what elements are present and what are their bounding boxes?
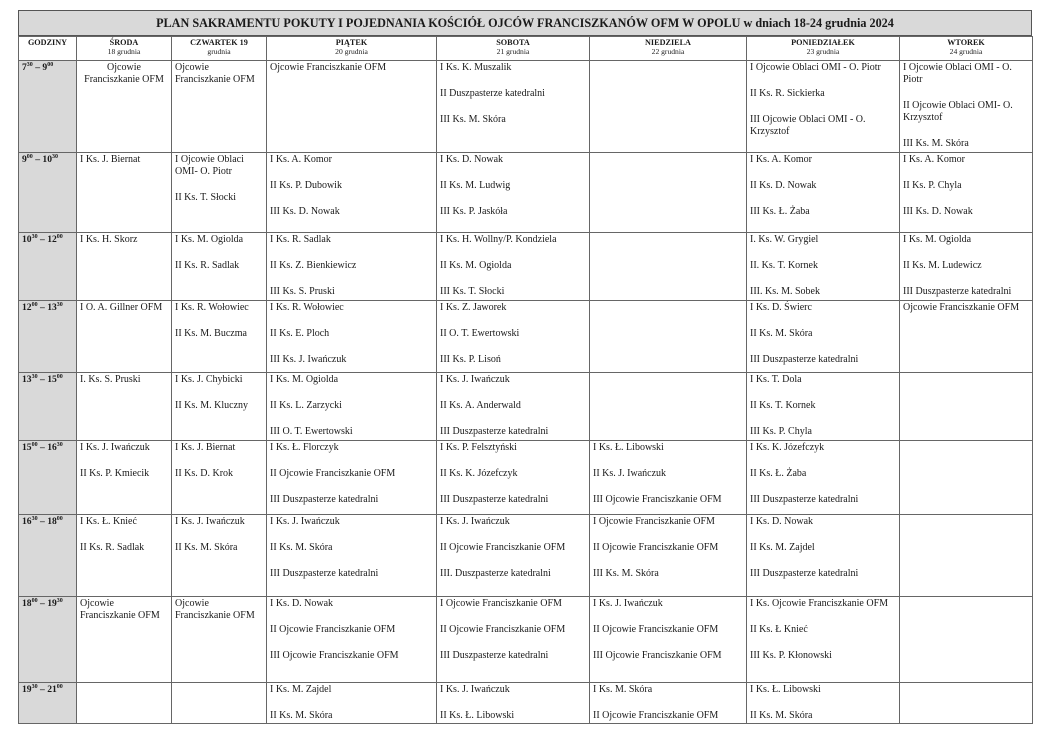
confessor-entry: II Ojcowie Franciszkanie OFM <box>593 542 719 553</box>
time-start-min: 00 <box>26 154 33 160</box>
schedule-cell <box>437 373 590 441</box>
hours-header: GODZINY <box>19 37 77 61</box>
schedule-cell <box>77 441 172 515</box>
confessor-entry: I Ks. J. Biernat <box>175 442 236 453</box>
schedule-cell <box>747 597 900 683</box>
confessor-entry: II Ks. M. Ludwig <box>440 180 511 191</box>
confessor-entry: III Duszpasterze katedralni <box>440 426 549 437</box>
confessor-entry: II Ks. Z. Bienkiewicz <box>270 260 357 271</box>
confessor-entry: II Ks. E. Ploch <box>270 328 330 339</box>
schedule-cell <box>437 515 590 597</box>
schedule-cell <box>590 301 747 373</box>
confessor-entry: I Ks. R. Wołowiec <box>270 302 344 313</box>
schedule-cell <box>900 61 1033 153</box>
time-slot-row <box>19 441 1033 515</box>
schedule-cell <box>437 683 590 724</box>
confessor-entry: I Ks. J. Iwańczuk <box>80 442 150 453</box>
confessor-entry: I Ojcowie Franciszkanie OFM <box>440 598 562 609</box>
confessor-entry: I Ks. A. Komor <box>270 154 332 165</box>
schedule-cell <box>900 683 1033 724</box>
confessor-entry: I Ks. M. Zajdel <box>270 684 332 695</box>
day-name: CZWARTEK 19 <box>190 38 248 47</box>
day-name: PIĄTEK <box>335 38 368 47</box>
time-end-hour: 16 <box>47 442 57 453</box>
schedule-cell <box>267 301 437 373</box>
confessor-entry: I Ks. J. Iwańczuk <box>440 516 510 527</box>
day-header <box>172 37 267 61</box>
schedule-cell <box>437 233 590 301</box>
page-title: PLAN SAKRAMENTU POKUTY I POJEDNANIA KOŚCIÓŁ OJCÓW FRANCISZKANÓW OFM W OPOLU w dniach 18-24 grudnia 2024 <box>18 10 1032 36</box>
confessor-entry: III Ks. Ł. Żaba <box>750 206 810 217</box>
confessor-entry: I Ks. Ł. Knieć <box>80 516 137 527</box>
confessor-entry: I Ks. J. Iwańczuk <box>593 598 663 609</box>
day-date: 24 grudnia <box>949 47 983 56</box>
confessor-entry: I Ks. Z. Jaworek <box>440 302 507 313</box>
confessor-entry: III Duszpasterze katedralni <box>903 286 1012 297</box>
confessor-entry: I Ks. M. Ogiolda <box>903 234 972 245</box>
confessor-entry: II Ks. P. Kmiecik <box>80 468 150 479</box>
confessor-entry: III Ks. S. Pruski <box>270 286 335 297</box>
day-name: ŚRODA <box>109 38 139 47</box>
schedule-cell <box>77 373 172 441</box>
schedule-table <box>18 36 1033 724</box>
confessor-entry: III Ks. M. Skóra <box>593 568 659 579</box>
confessor-entry: I Ks. D. Nowak <box>440 154 504 165</box>
schedule-cell <box>590 515 747 597</box>
time-end-min: 30 <box>56 302 63 308</box>
schedule-cell <box>267 233 437 301</box>
schedule-cell <box>747 683 900 724</box>
time-end-min: 30 <box>56 598 63 604</box>
confessor-entry: Ojcowie Franciszkanie OFM <box>80 598 160 621</box>
confessor-entry: II Ks. M. Skóra <box>750 328 813 339</box>
confessor-entry: I Ks. R. Wołowiec <box>175 302 249 313</box>
day-name: WTOREK <box>947 38 985 47</box>
day-name: SOBOTA <box>496 38 530 47</box>
confessor-entry: III Duszpasterze katedralni <box>440 494 549 505</box>
time-end-hour: 10 <box>42 154 52 165</box>
schedule-cell <box>172 233 267 301</box>
time-start-hour: 19 <box>22 684 32 695</box>
schedule-cell <box>900 515 1033 597</box>
confessor-entry: I Ks. A. Komor <box>750 154 812 165</box>
confessor-entry: II Ojcowie Franciszkanie OFM <box>270 624 396 635</box>
day-header <box>267 37 437 61</box>
time-end-hour: 13 <box>47 302 57 313</box>
schedule-cell <box>172 153 267 233</box>
confessor-entry: I Ojcowie Oblaci OMI- O. Piotr <box>175 154 244 177</box>
confessor-entry: III Ks. P. Jaskóła <box>440 206 508 217</box>
confessor-entry: II Ks. P. Chyla <box>903 180 962 191</box>
schedule-cell <box>747 441 900 515</box>
schedule-cell <box>590 233 747 301</box>
schedule-cell <box>747 153 900 233</box>
confessor-entry: Ojcowie Franciszkanie OFM <box>175 62 255 85</box>
time-start-hour: 7 <box>22 62 27 73</box>
confessor-entry: I Ojcowie Franciszkanie OFM <box>593 516 715 527</box>
confessor-entry: I Ks. M. Ogiolda <box>270 374 339 385</box>
schedule-cell <box>900 597 1033 683</box>
confessor-entry: II Ojcowie Oblaci OMI- O. Krzysztof <box>903 100 1013 123</box>
schedule-cell <box>590 373 747 441</box>
time-end-hour: 18 <box>47 516 57 527</box>
confessor-entry: III O. T. Ewertowski <box>270 426 353 437</box>
confessor-entry: Ojcowie Franciszkanie OFM <box>84 62 164 85</box>
confessor-entry: II Ks. M. Skóra <box>270 542 333 553</box>
confessor-entry: II Ks. M. Kluczny <box>175 400 249 411</box>
confessor-entry: II Ks. R. Sadlak <box>80 542 145 553</box>
time-slot-row <box>19 153 1033 233</box>
schedule-cell <box>437 597 590 683</box>
confessor-entry: III Ks. P. Lisoń <box>440 354 501 365</box>
time-slot-row <box>19 301 1033 373</box>
confessor-entry: III Duszpasterze katedralni <box>440 650 549 661</box>
confessor-entry: I Ks. J. Iwańczuk <box>440 374 510 385</box>
day-header <box>590 37 747 61</box>
confessor-entry: III Duszpasterze katedralni <box>270 568 379 579</box>
confessor-entry: III Ks. D. Nowak <box>270 206 340 217</box>
time-slot-row <box>19 515 1033 597</box>
confessor-entry: II Ojcowie Franciszkanie OFM <box>593 710 719 721</box>
confessor-entry: II Ks. D. Nowak <box>750 180 817 191</box>
confessor-entry: II Ks. M. Zajdel <box>750 542 815 553</box>
schedule-cell <box>437 153 590 233</box>
schedule-cell <box>900 373 1033 441</box>
schedule-cell <box>172 61 267 153</box>
time-slot-row <box>19 61 1033 153</box>
schedule-cell <box>77 515 172 597</box>
confessor-entry: III Ks. D. Nowak <box>903 206 973 217</box>
schedule-cell <box>267 153 437 233</box>
day-header <box>437 37 590 61</box>
confessor-entry: I Ks. K. Józefczyk <box>750 442 825 453</box>
schedule-cell <box>267 373 437 441</box>
schedule-cell <box>172 597 267 683</box>
time-start-min: 30 <box>31 516 38 522</box>
time-slot-row <box>19 373 1033 441</box>
confessor-entry: II O. T. Ewertowski <box>440 328 520 339</box>
confessor-entry: III Ojcowie Franciszkanie OFM <box>593 494 722 505</box>
time-slot-label: $7^{30} - 9^{00}$ <box>19 61 77 153</box>
schedule-cell <box>77 597 172 683</box>
day-date: 21 grudnia <box>496 47 530 56</box>
confessor-entry: II Duszpasterze katedralni <box>440 88 545 99</box>
schedule-cell <box>900 153 1033 233</box>
schedule-cell <box>590 683 747 724</box>
time-slot-label: $10^{30} - 12^{00}$ <box>19 233 77 301</box>
confessor-entry: III Duszpasterze katedralni <box>750 494 859 505</box>
schedule-cell <box>747 61 900 153</box>
confessor-entry: III Ks. J. Iwańczuk <box>270 354 347 365</box>
time-end-min: 30 <box>51 154 58 160</box>
confessor-entry: I Ks. H. Wollny/P. Kondziela <box>440 234 557 245</box>
confessor-entry: II Ks. M. Skóra <box>270 710 333 721</box>
confessor-entry: I Ks. T. Dola <box>750 374 802 385</box>
schedule-cell <box>267 61 437 153</box>
header-row <box>19 37 1033 61</box>
confessor-entry: I Ks. H. Skorz <box>80 234 138 245</box>
confessor-entry: I Ks. K. Muszalik <box>440 62 512 73</box>
confessor-entry: I Ks. J. Biernat <box>80 154 141 165</box>
time-end-hour: 12 <box>47 234 57 245</box>
schedule-cell <box>590 597 747 683</box>
schedule-cell <box>172 683 267 724</box>
confessor-entry: I Ojcowie Oblaci OMI - O. Piotr <box>903 62 1012 85</box>
day-name: NIEDZIELA <box>645 38 691 47</box>
schedule-cell <box>747 301 900 373</box>
confessor-entry: II Ks. A. Anderwald <box>440 400 521 411</box>
time-slot-row <box>19 683 1033 724</box>
confessor-entry: II Ks. R. Sadlak <box>175 260 240 271</box>
confessor-entry: III Ks. M. Skóra <box>903 138 969 149</box>
schedule-cell <box>900 301 1033 373</box>
confessor-entry: II Ks. J. Iwańczuk <box>593 468 667 479</box>
confessor-entry: I Ks. J. Iwańczuk <box>270 516 340 527</box>
confessor-entry: II. Ks. T. Kornek <box>750 260 818 271</box>
confessor-entry: I Ks. M. Ogiolda <box>175 234 244 245</box>
confessor-entry: I Ks. J. Iwańczuk <box>440 684 510 695</box>
time-start-hour: 9 <box>22 154 27 165</box>
time-end-hour: 19 <box>47 598 57 609</box>
schedule-cell <box>267 515 437 597</box>
schedule-cell <box>747 373 900 441</box>
confessor-entry: III Ks. P. Chyla <box>750 426 812 437</box>
confessor-entry: I. Ks. S. Pruski <box>80 374 141 385</box>
confessor-entry: I Ks. R. Sadlak <box>270 234 331 245</box>
confessor-entry: III Duszpasterze katedralni <box>750 568 859 579</box>
confessor-entry: I Ks. D. Nowak <box>270 598 334 609</box>
schedule-cell <box>267 597 437 683</box>
time-start-hour: 18 <box>22 598 32 609</box>
confessor-entry: I Ks. Ł. Florczyk <box>270 442 339 453</box>
confessor-entry: II Ks. L. Zarzycki <box>270 400 342 411</box>
schedule-cell <box>267 683 437 724</box>
time-start-hour: 16 <box>22 516 32 527</box>
schedule-cell <box>172 515 267 597</box>
confessor-entry: II Ojcowie Franciszkanie OFM <box>270 468 396 479</box>
confessor-entry: II Ks. D. Krok <box>175 468 234 479</box>
schedule-cell <box>590 61 747 153</box>
time-slot-label: $16^{30} - 18^{00}$ <box>19 515 77 597</box>
day-header <box>77 37 172 61</box>
time-slot-label: $15^{00} - 16^{30}$ <box>19 441 77 515</box>
schedule-cell <box>900 441 1033 515</box>
confessor-entry: I Ks. D. Nowak <box>750 516 814 527</box>
confessor-entry: II Ks. R. Sickierka <box>750 88 825 99</box>
time-start-min: 30 <box>31 684 38 690</box>
time-end-min: 00 <box>47 62 54 68</box>
confessor-entry: III Ojcowie Oblaci OMI - O. Krzysztof <box>750 114 866 137</box>
confessor-entry: III. Duszpasterze katedralni <box>440 568 551 579</box>
confessor-entry: II Ojcowie Franciszkanie OFM <box>440 624 566 635</box>
day-name: PONIEDZIAŁEK <box>791 38 855 47</box>
time-end-hour: 9 <box>42 62 48 73</box>
schedule-cell <box>172 301 267 373</box>
confessor-entry: II Ojcowie Franciszkanie OFM <box>440 542 566 553</box>
day-header <box>900 37 1033 61</box>
confessor-entry: II Ks. P. Dubowik <box>270 180 342 191</box>
confessor-entry: I Ks. J. Iwańczuk <box>175 516 245 527</box>
schedule-cell <box>590 441 747 515</box>
time-end-hour: 21 <box>47 684 57 695</box>
schedule-cell <box>77 233 172 301</box>
confessor-entry: II Ks. M. Skóra <box>750 710 813 721</box>
confessor-entry: III Ojcowie Franciszkanie OFM <box>270 650 399 661</box>
confessor-entry: Ojcowie Franciszkanie OFM <box>175 598 255 621</box>
confessor-entry: I. Ks. W. Grygiel <box>750 234 819 245</box>
schedule-cell <box>172 441 267 515</box>
confessor-entry: I O. A. Gillner OFM <box>80 302 163 313</box>
time-end-min: 00 <box>56 234 63 240</box>
confessor-entry: II Ks. M. Buczma <box>175 328 247 339</box>
time-start-min: 00 <box>31 302 38 308</box>
confessor-entry: II Ks. T. Słocki <box>175 192 237 203</box>
confessor-entry: III Duszpasterze katedralni <box>750 354 859 365</box>
schedule-cell <box>590 153 747 233</box>
day-date: 20 grudnia <box>335 47 368 56</box>
time-start-hour: 15 <box>22 442 32 453</box>
confessor-entry: II Ks. Ł. Żaba <box>750 468 807 479</box>
confessor-entry: II Ks. K. Józefczyk <box>440 468 518 479</box>
time-start-hour: 12 <box>22 302 32 313</box>
time-slot-row <box>19 597 1033 683</box>
time-end-hour: 15 <box>47 374 57 385</box>
time-start-hour: 13 <box>22 374 32 385</box>
schedule-cell <box>77 301 172 373</box>
confessor-entry: III Ojcowie Franciszkanie OFM <box>593 650 722 661</box>
time-start-min: 00 <box>31 442 38 448</box>
day-date: grudnia <box>207 47 231 56</box>
confessor-entry: II Ks. M. Skóra <box>175 542 238 553</box>
schedule-cell <box>437 441 590 515</box>
confessor-entry: I Ks. J. Chybicki <box>175 374 243 385</box>
schedule-cell <box>437 61 590 153</box>
time-slot-label: $13^{30} - 15^{00}$ <box>19 373 77 441</box>
schedule-cell <box>900 233 1033 301</box>
confessor-entry: I Ks. Ojcowie Franciszkanie OFM <box>750 598 889 609</box>
time-start-min: 30 <box>31 374 38 380</box>
confessor-entry: II Ojcowie Franciszkanie OFM <box>593 624 719 635</box>
confessor-entry: II Ks. M. Ogiolda <box>440 260 512 271</box>
confessor-entry: I Ks. A. Komor <box>903 154 965 165</box>
confessor-entry: I Ks. P. Felsztyński <box>440 442 517 453</box>
confessor-entry: Ojcowie Franciszkanie OFM <box>903 302 1020 313</box>
confessor-entry: II Ks. Ł Knieć <box>750 624 808 635</box>
time-start-min: 30 <box>26 62 33 68</box>
time-slot-label: $19^{30} - 21^{00}$ <box>19 683 77 724</box>
day-date: 23 grudnia <box>806 47 840 56</box>
confessor-entry: III Ks. T. Słocki <box>440 286 505 297</box>
confessor-entry: Ojcowie Franciszkanie OFM <box>270 62 387 73</box>
schedule-cell <box>267 441 437 515</box>
time-start-min: 30 <box>31 234 38 240</box>
confessor-entry: I Ks. D. Świerc <box>750 302 812 313</box>
confessor-entry: I Ks. Ł. Libowski <box>750 684 821 695</box>
time-slot-label: $9^{00} - 10^{30}$ <box>19 153 77 233</box>
confessor-entry: II Ks. Ł. Libowski <box>440 710 515 721</box>
day-date: 22 grudnia <box>651 47 685 56</box>
time-slot-row <box>19 233 1033 301</box>
confessor-entry: III. Ks. M. Sobek <box>750 286 820 297</box>
confessor-entry: I Ks. M. Skóra <box>593 684 653 695</box>
day-header <box>747 37 900 61</box>
time-start-min: 00 <box>31 598 38 604</box>
schedule-cell <box>747 515 900 597</box>
time-end-min: 30 <box>56 442 63 448</box>
confessor-entry: II Ks. T. Kornek <box>750 400 816 411</box>
schedule-cell <box>77 153 172 233</box>
time-end-min: 00 <box>56 684 63 690</box>
confessor-entry: III Duszpasterze katedralni <box>270 494 379 505</box>
time-start-hour: 10 <box>22 234 32 245</box>
time-end-min: 00 <box>56 516 63 522</box>
day-date: 18 grudnia <box>107 47 141 56</box>
confessor-entry: III Ks. P. Kłonowski <box>750 650 832 661</box>
time-slot-label: $12^{00} - 13^{30}$ <box>19 301 77 373</box>
schedule-cell <box>77 683 172 724</box>
time-slot-label: $18^{00} - 19^{30}$ <box>19 597 77 683</box>
schedule-cell <box>77 61 172 153</box>
confessor-entry: II Ks. M. Ludewicz <box>903 260 982 271</box>
confessor-entry: I Ojcowie Oblaci OMI - O. Piotr <box>750 62 881 73</box>
time-end-min: 00 <box>56 374 63 380</box>
confessor-entry: III Ks. M. Skóra <box>440 114 506 125</box>
schedule-cell <box>747 233 900 301</box>
confessor-entry: I Ks. Ł. Libowski <box>593 442 664 453</box>
schedule-cell <box>172 373 267 441</box>
schedule-cell <box>437 301 590 373</box>
